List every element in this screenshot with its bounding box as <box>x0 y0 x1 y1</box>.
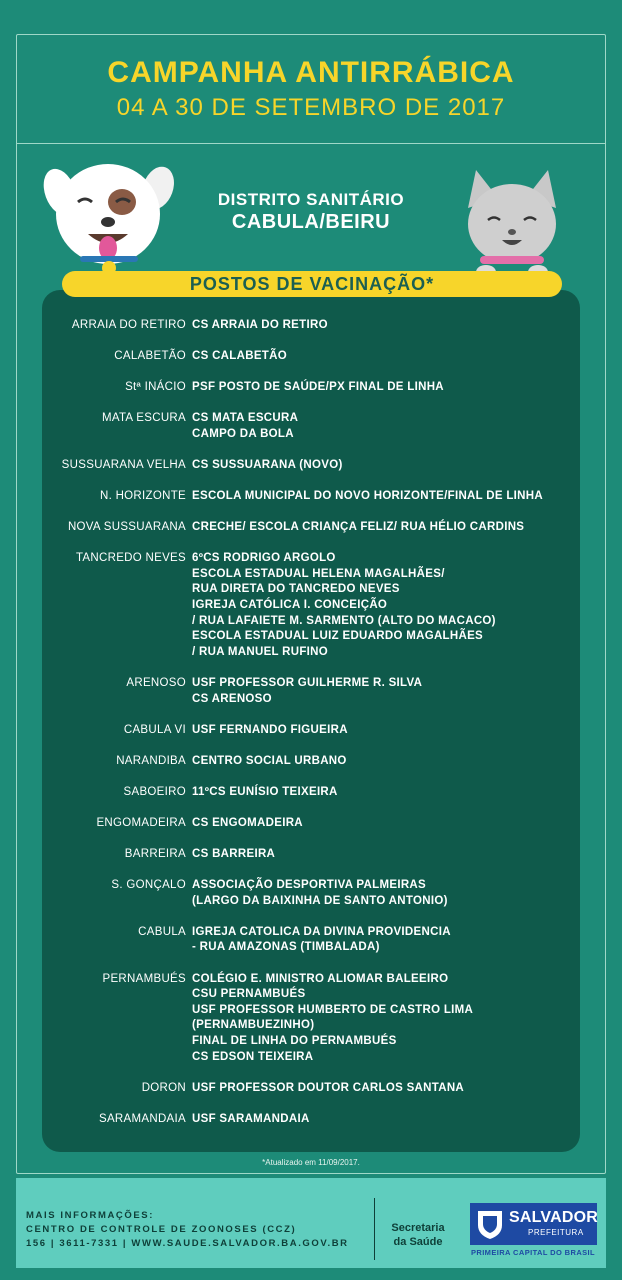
neighborhood-name: SABOEIRO <box>123 785 186 798</box>
vaccination-post: CS ARRAIA DO RETIRO <box>192 319 328 331</box>
neighborhood-name: NARANDIBA <box>116 754 186 767</box>
campaign-dates: 04 A 30 DE SETEMBRO DE 2017 <box>116 94 506 121</box>
neighborhood-name: CALABETÃO <box>114 350 186 363</box>
vaccination-post: USF FERNANDO FIGUEIRA <box>192 723 348 736</box>
vaccination-posts <box>192 878 577 909</box>
campaign-title: CAMPANHA ANTIRRÁBICA <box>107 56 515 89</box>
vaccination-post: USF PROFESSOR HUMBERTO DE CASTRO LIMA <box>192 1003 474 1016</box>
update-note: *Atualizado em 11/09/2017. <box>262 1158 360 1167</box>
vaccination-post: CS ENGOMADEIRA <box>192 817 303 829</box>
district-label: DISTRITO SANITÁRIO <box>217 190 405 209</box>
neighborhood-name: ARRAIA DO RETIRO <box>71 319 186 331</box>
vaccination-post: 6ºCS RODRIGO ARGOLO <box>192 552 336 565</box>
vaccination-post: CAMPO DA BOLA <box>192 427 294 440</box>
vaccination-post: ESCOLA MUNICIPAL DO NOVO HORIZONTE/FINAL DE LINHA <box>192 490 543 503</box>
district-heading <box>0 190 622 234</box>
vaccination-post: 11ºCS EUNÍSIO TEIXEIRA <box>192 785 338 798</box>
neighborhood-name: Stª INÁCIO <box>125 381 186 394</box>
neighborhood-name: CABULA <box>138 925 186 938</box>
vaccination-posts <box>192 458 577 474</box>
vaccination-post: CS CALABETÃO <box>192 350 287 363</box>
vaccination-post: FINAL DE LINHA DO PERNAMBUÉS <box>192 1034 397 1047</box>
secretaria-label <box>388 1221 448 1249</box>
crest-icon <box>475 1207 505 1241</box>
vaccination-post: CSU PERNAMBUÉS <box>192 988 306 1001</box>
vaccination-posts <box>192 676 577 707</box>
footer-info <box>26 1209 349 1251</box>
vaccination-posts <box>192 847 577 863</box>
vaccination-post: CS BARREIRA <box>192 848 276 861</box>
vaccination-post: ESCOLA ESTADUAL HELENA MAGALHÃES/ <box>192 567 445 580</box>
vaccination-posts <box>192 723 577 739</box>
vaccination-posts <box>192 411 577 442</box>
info-contact: 156 | 3611-7331 | WWW.SAUDE.SALVADOR.BA.GOV.BR <box>26 1238 349 1249</box>
vaccination-post: CS EDSON TEIXEIRA <box>192 1050 314 1063</box>
neighborhood-name: ENGOMADEIRA <box>96 817 186 829</box>
neighborhood-name: DORON <box>141 1081 186 1094</box>
district-name: CABULA/BEIRU <box>231 211 391 233</box>
vaccination-post: CENTRO SOCIAL URBANO <box>192 754 347 767</box>
vaccination-post: USF SARAMANDAIA <box>192 1112 310 1125</box>
vaccination-post: IGREJA CATÓLICA I. CONCEIÇÃO <box>192 599 388 612</box>
vaccination-posts <box>192 925 577 956</box>
vaccination-post: - RUA AMAZONAS (TIMBALADA) <box>192 941 380 954</box>
neighborhood-name: SARAMANDAIA <box>98 1112 186 1125</box>
logo-tagline: PRIMEIRA CAPITAL DO BRASIL <box>470 1248 595 1257</box>
vaccination-posts <box>192 754 577 770</box>
neighborhood-name: NOVA SUSSUARANA <box>67 521 186 534</box>
header-divider <box>16 143 606 144</box>
vaccination-posts <box>192 816 577 832</box>
vaccination-post: ESCOLA ESTADUAL LUIZ EDUARDO MAGALHÃES <box>192 630 484 643</box>
info-title: MAIS INFORMAÇÕES: <box>26 1210 155 1221</box>
vaccination-post: RUA DIRETA DO TANCREDO NEVES <box>192 583 400 596</box>
neighborhood-name: SUSSUARANA VELHA <box>61 459 186 471</box>
vaccination-post: (LARGO DA BAIXINHA DE SANTO ANTONIO) <box>192 894 448 907</box>
footer-divider <box>374 1198 375 1260</box>
neighborhood-name: BARREIRA <box>124 848 186 861</box>
vaccination-posts <box>192 318 577 334</box>
vaccination-posts <box>192 551 577 660</box>
logo-subtitle: PREFEITURA <box>528 1228 584 1237</box>
vaccination-post: CRECHE/ ESCOLA CRIANÇA FELIZ/ RUA HÉLIO CARDINS <box>192 521 525 534</box>
secretaria-line-1: Secretaria <box>391 1222 445 1234</box>
neighborhood-name: MATA ESCURA <box>101 412 186 425</box>
vaccination-posts <box>192 349 577 365</box>
vaccination-post: (PERNAMBUEZINHO) <box>192 1019 315 1032</box>
vaccination-post: ASSOCIAÇÃO DESPORTIVA PALMEIRAS <box>192 879 426 892</box>
vaccination-posts <box>192 489 577 505</box>
vaccination-post: USF PROFESSOR GUILHERME R. SILVA <box>192 677 423 689</box>
vaccination-post: USF PROFESSOR DOUTOR CARLOS SANTANA <box>192 1081 465 1094</box>
neighborhood-name: TANCREDO NEVES <box>75 552 186 565</box>
section-title: POSTOS DE VACINAÇÃO* <box>189 274 435 294</box>
vaccination-post: COLÉGIO E. MINISTRO ALIOMAR BALEEIRO <box>192 972 449 985</box>
neighborhood-name: CABULA VI <box>123 723 186 736</box>
secretaria-line-2: da Saúde <box>393 1236 443 1248</box>
vaccination-post: IGREJA CATOLICA DA DIVINA PROVIDENCIA <box>192 925 451 938</box>
neighborhood-name: N. HORIZONTE <box>99 490 186 503</box>
vaccination-posts <box>192 1081 577 1097</box>
vaccination-posts <box>192 520 577 536</box>
vaccination-post: CS MATA ESCURA <box>192 412 299 425</box>
vaccination-posts <box>192 380 577 396</box>
neighborhood-name: ARENOSO <box>126 677 186 689</box>
vaccination-post: / RUA MANUEL RUFINO <box>192 645 329 658</box>
vaccination-post: CS ARENOSO <box>192 692 272 705</box>
vaccination-post: CS SUSSUARANA (NOVO) <box>192 459 343 471</box>
vaccination-post: PSF POSTO DE SAÚDE/PX FINAL DE LINHA <box>192 381 444 394</box>
vaccination-posts <box>192 785 577 801</box>
vaccination-posts <box>192 972 577 1066</box>
neighborhood-name: PERNAMBUÉS <box>102 972 186 985</box>
info-center: CENTRO DE CONTROLE DE ZOONOSES (CCZ) <box>26 1224 297 1235</box>
neighborhood-name: S. GONÇALO <box>111 879 186 892</box>
logo-name: SALVADOR <box>509 1209 599 1226</box>
vaccination-posts <box>192 1112 577 1128</box>
vaccination-post: / RUA LAFAIETE M. SARMENTO (ALTO DO MACACO) <box>192 614 496 627</box>
